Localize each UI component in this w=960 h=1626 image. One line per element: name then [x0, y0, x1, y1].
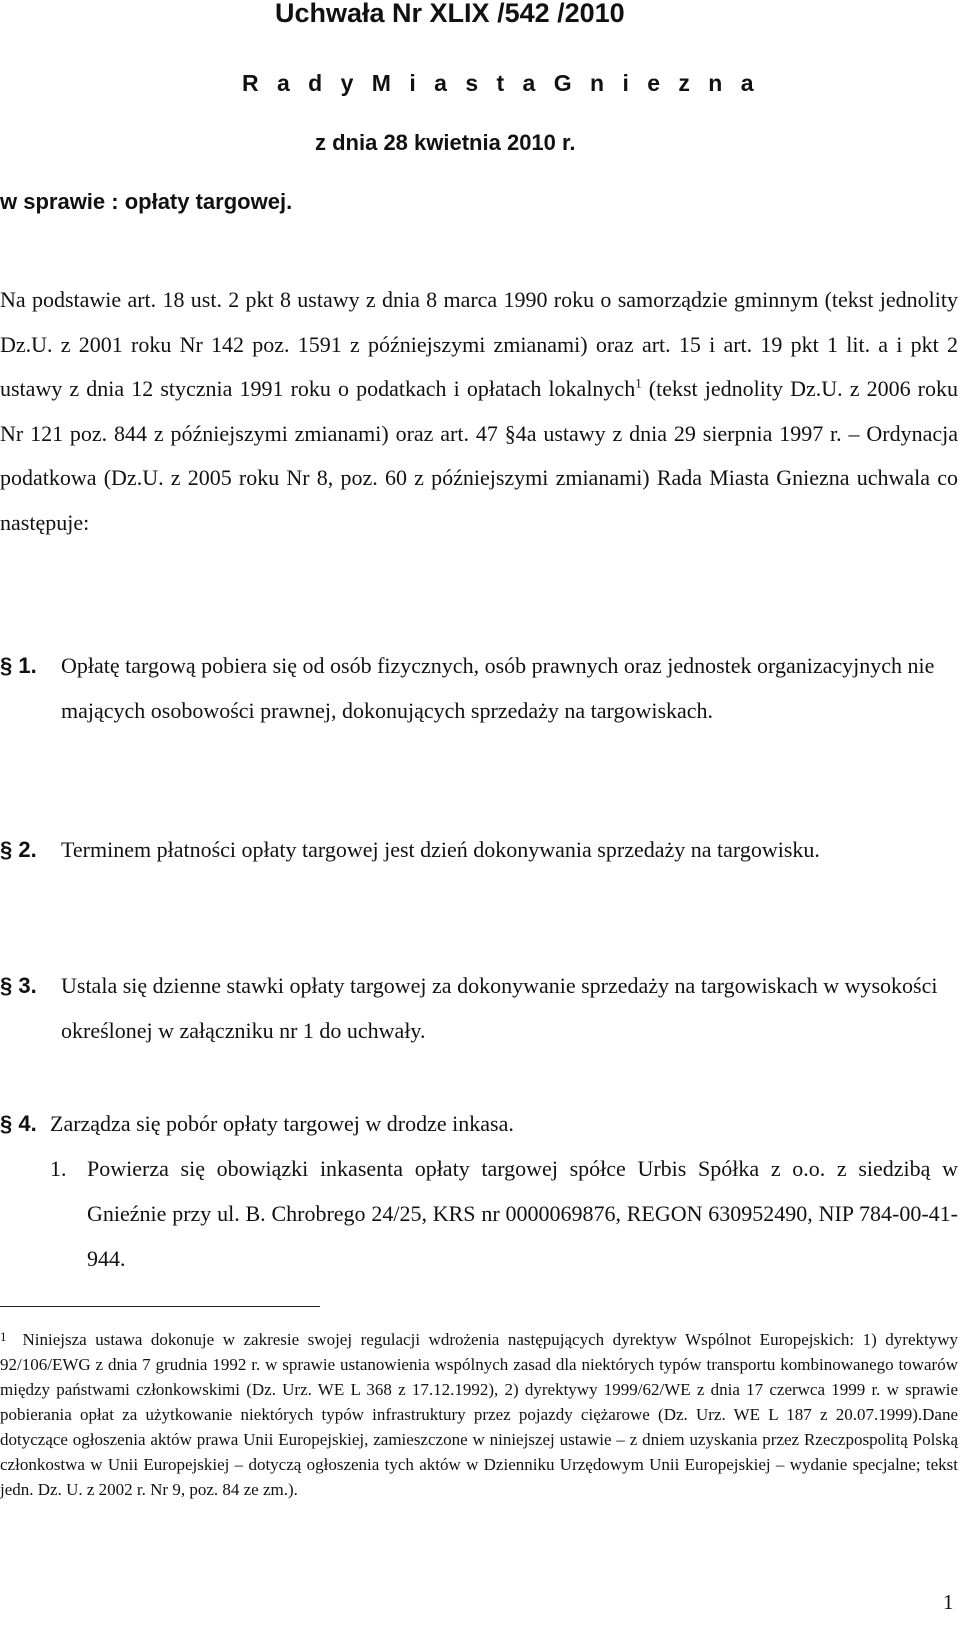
paragraph-text: Zarządza się pobór opłaty targowej w drodze inkasa. [50, 1111, 514, 1136]
footnote-separator [0, 1306, 320, 1307]
preamble-text-start: Na podstawie art. 18 ust. 2 pkt 8 ustawy z dnia 8 marca 1990 roku o samorządzie gminnym (tekst jednolity Dz.U. z 2001 roku Nr 142 poz. 1591 z późniejszymi zmianami) oraz art. 15 i art. 19 pkt 1 lit. a i pkt 2 ustawy z dnia 12 stycznia 1991 roku o podatkach i opłatach lokalnych [0, 287, 958, 401]
paragraph-text: Terminem płatności opłaty targowej jest dzień dokonywania sprzedaży na targowisku. [61, 837, 820, 862]
footnote-reference: 1 [635, 375, 642, 391]
preamble-text-end: (tekst jednolity Dz.U. z 2006 roku Nr 121 poz. 844 z późniejszymi zmianami) oraz art. 47 §4a ustawy z dnia 29 sierpnia 1997 r. – Ordynacja podatkowa (Dz.U. z 2005 roku Nr 8, poz. 60 z późniejszymi zmianami) Rada Miasta Gniezna uchwala co następuje: [0, 376, 958, 535]
resolution-subject: w sprawie : opłaty targowej. [0, 189, 293, 214]
resolution-date: z dnia 28 kwietnia 2010 r. [315, 130, 576, 155]
footnote [0, 1324, 958, 1502]
paragraph-mark: § 1. [0, 653, 37, 678]
paragraph-mark: § 2. [0, 837, 37, 862]
paragraph-mark: § 4. [0, 1111, 37, 1136]
footnote-number: 1 [0, 1329, 7, 1344]
page-number: 1 [943, 1590, 954, 1614]
paragraph-mark: § 3. [0, 973, 37, 998]
footnote-text: Niniejsza ustawa dokonuje w zakresie swojej regulacji wdrożenia następujących dyrektyw Wspólnot Europejskich: 1) dyrektywy 92/106/EWG z dnia 7 grudnia 1992 r. w sprawie ustanowienia wspólnych zasad dla niektórych typów transportu kombinowanego towarów między państwami członkowskimi (Dz. Urz. WE L 368 z 17.12.1992), 2) dyrektywy 1999/62/WE z dnia 17 czerwca 1999 r. w sprawie pobierania opłat za użytkowanie niektórych typów infrastruktury przez pojazdy ciężarowe (Dz. Urz. WE L 187 z 20.07.1999).Dane dotyczące ogłoszenia aktów prawa Unii Europejskiej, zamieszczone w niniejszej ustawie – z dniem uzyskania przez Rzeczpospolitą Polską członkostwa w Unii Europejskiej – dotyczą ogłoszenia tych aktów w Dzienniku Urzędowym Unii Europejskiej – wydanie specjalne; tekst jedn. Dz. U. z 2002 r. Nr 9, poz. 84 ze zm.). [0, 1330, 958, 1499]
subpoint-number: 1. [50, 1156, 67, 1181]
council-name: R a d y M i a s t a G n i e z n a [242, 70, 760, 96]
paragraph-text: Ustala się dzienne stawki opłaty targowej za dokonywanie sprzedaży na targowiskach w wysokości określonej w załączniku nr 1 do uchwały. [61, 973, 938, 1043]
subpoint-text: Powierza się obowiązki inkasenta opłaty targowej spółce Urbis Spółka z o.o. z siedzibą w Gnieźnie przy ul. B. Chrobrego 24/25, KRS nr 0000069876, REGON 630952490, NIP 784-00-41-944. [87, 1156, 958, 1271]
resolution-title: Uchwała Nr XLIX /542 /2010 [275, 0, 625, 28]
paragraph-text: Opłatę targową pobiera się od osób fizycznych, osób prawnych oraz jednostek organizacyjnych nie mających osobowości prawnej, dokonujących sprzedaży na targowiskach. [61, 653, 935, 723]
preamble [0, 278, 958, 545]
